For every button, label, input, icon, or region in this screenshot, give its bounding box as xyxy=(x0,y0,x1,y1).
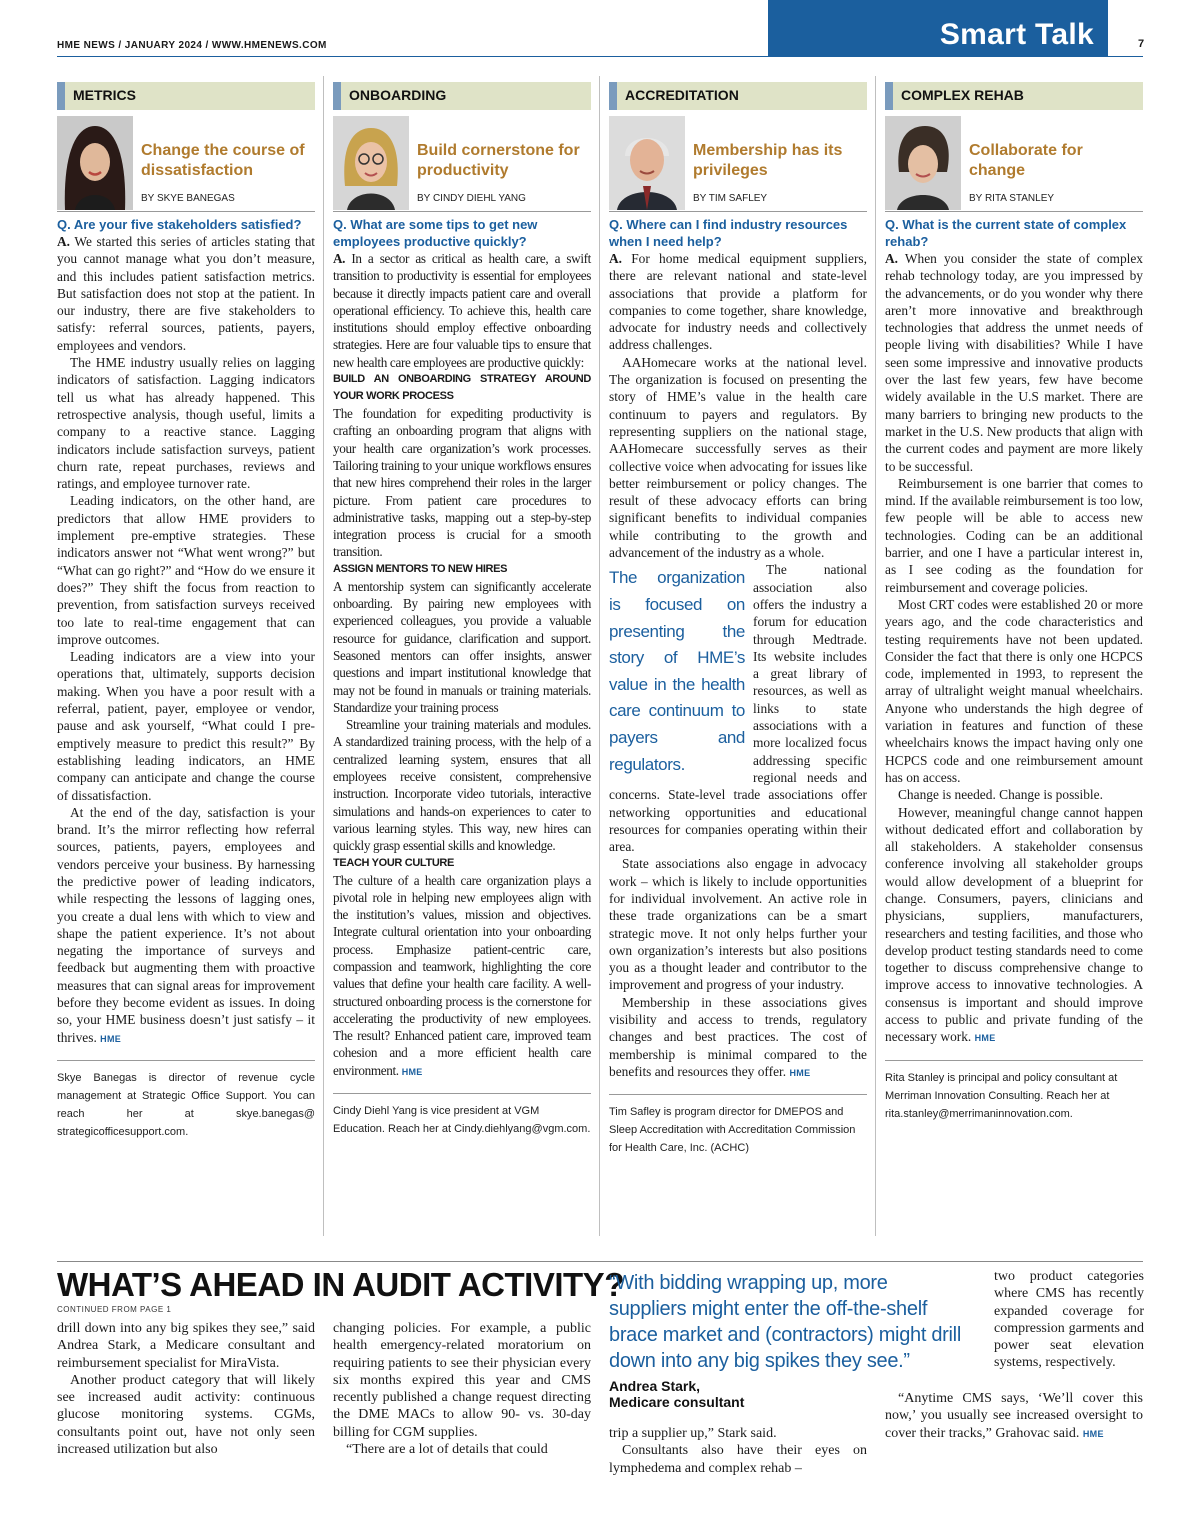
author-byline: BY SKYE BANEGAS xyxy=(141,193,235,204)
author-photo xyxy=(609,116,685,210)
byline-box xyxy=(57,116,315,212)
audit-pull-quote: “With bidding wrapping up, more suppliers might enter the off-the-shelf brace market and (contractors) might drill down into any big spikes they see.” xyxy=(609,1272,961,1372)
column-divider xyxy=(875,76,876,1236)
column-complex-rehab xyxy=(885,82,1143,1123)
column-onboarding xyxy=(333,82,591,1138)
page-number: 7 xyxy=(1138,38,1145,50)
author-photo xyxy=(885,116,961,210)
audit-column-4-end: “Anytime CMS says, ‘We’ll cover this now,’ you usually see increased oversight to cover their tracks,” Grahovac said. HME xyxy=(885,1391,1143,1441)
article-body: A. In a sector as critical as health care, a swift transition to productivity is essential for employees because it directly impacts patient care and overall operational efficiency. To achieve this, health care institutions should employ effective onboarding strategies. Here are four valuable tips to ensure that new health care employees are productive quickly: BUILD AN ONBOARDING STRATEGY AROUND YOUR WORK PROCESS The foundation for expediting productivity is crafting an onboarding program that aligns with your health care organization’s work processes. Tailoring training to your unique workflows ensures that new hires comprehend their roles in the larger picture. From patient care procedures to administrative tasks, mapping out a step-by-step integration process is crucial for a smooth transition. ASSIGN MENTORS TO NEW HIRES A mentorship system can significantly accelerate onboarding. By pairing new employees with experienced colleagues, you provide a valuable resource for guidance, clarification and support. Seasoned mentors can offer insights, answer questions and impart institutional knowledge that may not be found in manuals or training materials. Standardize your training process Streamline your training materials and modules. A standardized training process, with the help of a centralized learning system, ensures that all employees receive consistent, comprehensive instruction. Incorporate video tutorials, interactive simulations and hands-on experiences to cater to various learning styles. This way, new hires can quickly grasp essential skills and knowledge. TEACH YOUR CULTURE The culture of a health care organization plays a pivotal role in helping new employees align with the institution’s values, mission and objectives. Integrate cultural orientation into your onboarding process. Emphasize patient-centric care, compassion and teamwork, highlighting the core values that define your health care facility. A well-structured onboarding process is the cornerstone for accelerating the productivity of new employees. The result? Enhanced patient care, improved team cohesion and a more efficient health care environment. HME xyxy=(333,251,591,1078)
author-byline: BY RITA STANLEY xyxy=(969,193,1055,204)
author-bio: Skye Banegas is director of revenue cycle management at Strategic Office Support. You can reach her at skye.banegas@ strategicofficesupport.com. xyxy=(57,1060,315,1141)
byline-box xyxy=(609,116,867,212)
end-mark: HME xyxy=(1082,1428,1104,1439)
article-headline: Collaborate for change xyxy=(969,142,1083,179)
audit-column-4: two product categories where CMS has recently expanded coverage for compression garments and power seat elevation systems, respectively. xyxy=(994,1269,1144,1371)
author-photo xyxy=(333,116,409,210)
section-label: ONBOARDING xyxy=(333,82,591,110)
question: Q. Are your five stakeholders satisfied? xyxy=(57,217,302,232)
question: Q. Where can I find industry resources when I need help? xyxy=(609,217,848,249)
audit-column-3: trip a supplier up,” Stark said. Consultants also have their eyes on lymphedema and complex rehab – xyxy=(609,1426,867,1476)
column-divider xyxy=(599,76,600,1236)
author-bio: Cindy Diehl Yang is vice president at VGM Education. Reach her at Cindy.diehlyang@vgm.com. xyxy=(333,1093,591,1138)
column-divider xyxy=(323,76,324,1236)
end-mark: HME xyxy=(974,1033,996,1044)
audit-column-2: changing policies. For example, a public health emergency-related moratorium on requiring patients to see their physician every six months expired this year and CMS recently published a change request directing the DME MACs to allow 90- vs. 30-day billing for CGM supplies. “There are a lot of details that could xyxy=(333,1321,591,1458)
end-mark: HME xyxy=(789,1067,811,1078)
author-bio: Tim Safley is program director for DMEPOS and Sleep Accreditation with Accreditation Commission for Health Care, Inc. (ACHC) xyxy=(609,1094,867,1157)
column-accreditation xyxy=(609,82,867,1157)
byline-box xyxy=(885,116,1143,212)
article-body: A. We started this series of articles stating that you cannot manage what you don’t measure, and this includes patient satisfaction metrics. But satisfaction does not stop at the patient. In our industry, there are five stakeholders to satisfy: referral sources, patients, payers, employees and vendors. The HME industry usually relies on lagging indicators of satisfaction. Lagging indicators tell us what has already happened. This retrospective analysis, though useful, limits a company to a reactive stance. Lagging indicators include satisfaction surveys, patient churn rate, repeat purchases, reviews and ratings, and employee turnover rate. Leading indicators, on the other hand, are predictors that allow HME providers to implement pre-emptive strategies. These indicators answer not “What went wrong?” but “What can go right?” and “How do we ensure it does?” They shift the focus from reaction to prevention, from satisfaction surveys received too late to real-time engagement that can improve outcomes. Leading indicators are a view into your operations that, ultimately, supports decision making. When you have a poor result with a referral, patient, payer, employee or vendor, pause and ask yourself, “What could I pre-emptively measure to predict this result?” By establishing leading indicators, an HME company can anticipate and change the course of dissatisfaction. At the end of the day, satisfaction is your brand. It’s the mirror reflecting how referral sources, patients, payers, employees and vendors perceive your business. By harnessing the predictive power of leading indicators, while respecting the lessons of lagging ones, you create a dual lens with which to view and shape the patient experience. It’s not about negating the importance of surveys and feedback but augmenting them with proactive measures that can signal areas for improvement before they become evident as issues. In doing so, your HME business doesn’t just satisfy – it thrives. HME xyxy=(57,234,316,1045)
article-headline: Build cornerstone for productivity xyxy=(417,142,580,179)
header-rule xyxy=(57,56,1143,57)
section-label: COMPLEX REHAB xyxy=(885,82,1143,110)
byline-box xyxy=(333,116,591,212)
pull-quote: The organization is focused on presenting the story of HME’s value in the health care continuum to payers and regulators. xyxy=(609,568,745,774)
section-label: METRICS xyxy=(57,82,315,110)
section-title: Smart Talk xyxy=(939,18,1094,51)
author-byline: BY CINDY DIEHL YANG xyxy=(417,193,526,204)
author-bio: Rita Stanley is principal and policy consultant at Merriman Innovation Consulting. Reach her at rita.stanley@merrimaninnovation.com. xyxy=(885,1060,1143,1123)
end-mark: HME xyxy=(401,1066,423,1077)
quote-attribution: Andrea Stark, Medicare consultant xyxy=(609,1378,745,1410)
article-headline: Change the course of dissatisfaction xyxy=(141,142,305,179)
article-body: A. When you consider the state of complex rehab technology today, are you impressed by the advancements, or do you wonder why there aren’t more innovative and breakthrough technologies that address the unmet needs of people living with disabilities? While I have seen some impressive and innovative products over the last few years, few have become widely available in the U.S market. There are many barriers to bringing new products to the market in the U.S. New products that align with the current codes and payment are more likely to be successful. Reimbursement is one barrier that comes to mind. If the available reimbursement is too low, few people will be able to access new technologies. Coding can be an additional barrier, and one I have a particular interest in, as I see coding as the foundation for reimbursement and coverage policies. Most CRT codes were established 20 or more years ago, and the code characteristics and testing requirements have not been updated. Consider the fact that there is only one HCPCS code, implemented in 1993, to represent the array of ultralight weight manual wheelchairs. Anyone who understands the high degree of variation in features and function of these wheelchairs knows the impact having only one HCPCS code and one reimbursement amount has on access. Change is needed. Change is possible. However, meaningful change cannot happen without dedicated effort and collaboration by all stakeholders. A stakeholder consensus conference involving all stakeholder groups would allow development of a blueprint for change. Consumers, payers, clinicians and physicians, suppliers, manufacturers, researchers and testing facilities, and those who develop product testing standards need to come together to discuss comprehensive change to improve access to innovative technologies. A consensus is important and should improve access to public and private funding of the necessary work. HME xyxy=(885,251,1144,1045)
continued-label: CONTINUED FROM PAGE 1 xyxy=(57,1305,172,1314)
article-rule xyxy=(57,1261,1143,1262)
question: Q. What is the current state of complex rehab? xyxy=(885,217,1127,249)
audit-column-1: drill down into any big spikes they see,” said Andrea Stark, a Medicare consultant and reimbursement specialist for MiraVista. Another product category that will likely see increased audit activity: continuous glucose monitoring systems. CGMs, consultants point out, have not only seen increased utilization but also xyxy=(57,1321,315,1458)
audit-article-title: WHAT’S AHEAD IN AUDIT ACTIVITY? xyxy=(57,1266,624,1303)
section-label: ACCREDITATION xyxy=(609,82,867,110)
end-mark: HME xyxy=(100,1033,122,1044)
column-metrics xyxy=(57,82,315,1141)
author-photo xyxy=(57,116,133,210)
question: Q. What are some tips to get new employees productive quickly? xyxy=(333,217,538,249)
masthead: HME NEWS / JANUARY 2024 / WWW.HMENEWS.COM xyxy=(57,40,327,51)
author-byline: BY TIM SAFLEY xyxy=(693,193,768,204)
article-headline: Membership has its privileges xyxy=(693,142,843,179)
subheading: ASSIGN MENTORS TO NEW HIRES xyxy=(333,562,508,575)
subheading: TEACH YOUR CULTURE xyxy=(333,856,455,869)
subheading: BUILD AN ONBOARDING STRATEGY AROUND YOUR WORK PROCESS xyxy=(333,373,591,403)
article-body: A. For home medical equipment suppliers, there are relevant national and state-level associations that provide a platform for companies to come together, share knowledge, advocate for industry needs and collectively address challenges. AAHomecare works at the national level. The organization is focused on presenting the story of HME’s value in the health care continuum to payers and regulators. By representing suppliers on the national stage, AAHomecare successfully serves as their collective voice when advocating for issues like better reimbursement or policy changes. The result of these advocacy efforts can bring significant benefits to individual companies while contributing to the growth and advancement of the industry as a whole. The organization is focused on presenting the story of HME’s value in the health care continuum to payers and regulators. The national association also offers the industry a forum for education through Medtrade. Its website includes a great library of resources, as well as links to state associations with a more localized focus addressing specific regional needs and concerns. State-level trade associations offer networking opportunities and educational resources for companies operating within their area. State associations also engage in advocacy work – which is likely to include opportunities for individual involvement. An active role in these trade organizations can be a smart strategic move. It not only helps further your own organization’s interests but also positions you as a thought leader and contributor to the improvement and progress of your industry. Membership in these associations gives visibility and access to trends, regulatory changes and best practices. The cost of membership is minimal compared to the benefits and resources they offer. HME xyxy=(609,251,867,1079)
section-banner xyxy=(768,0,1108,57)
